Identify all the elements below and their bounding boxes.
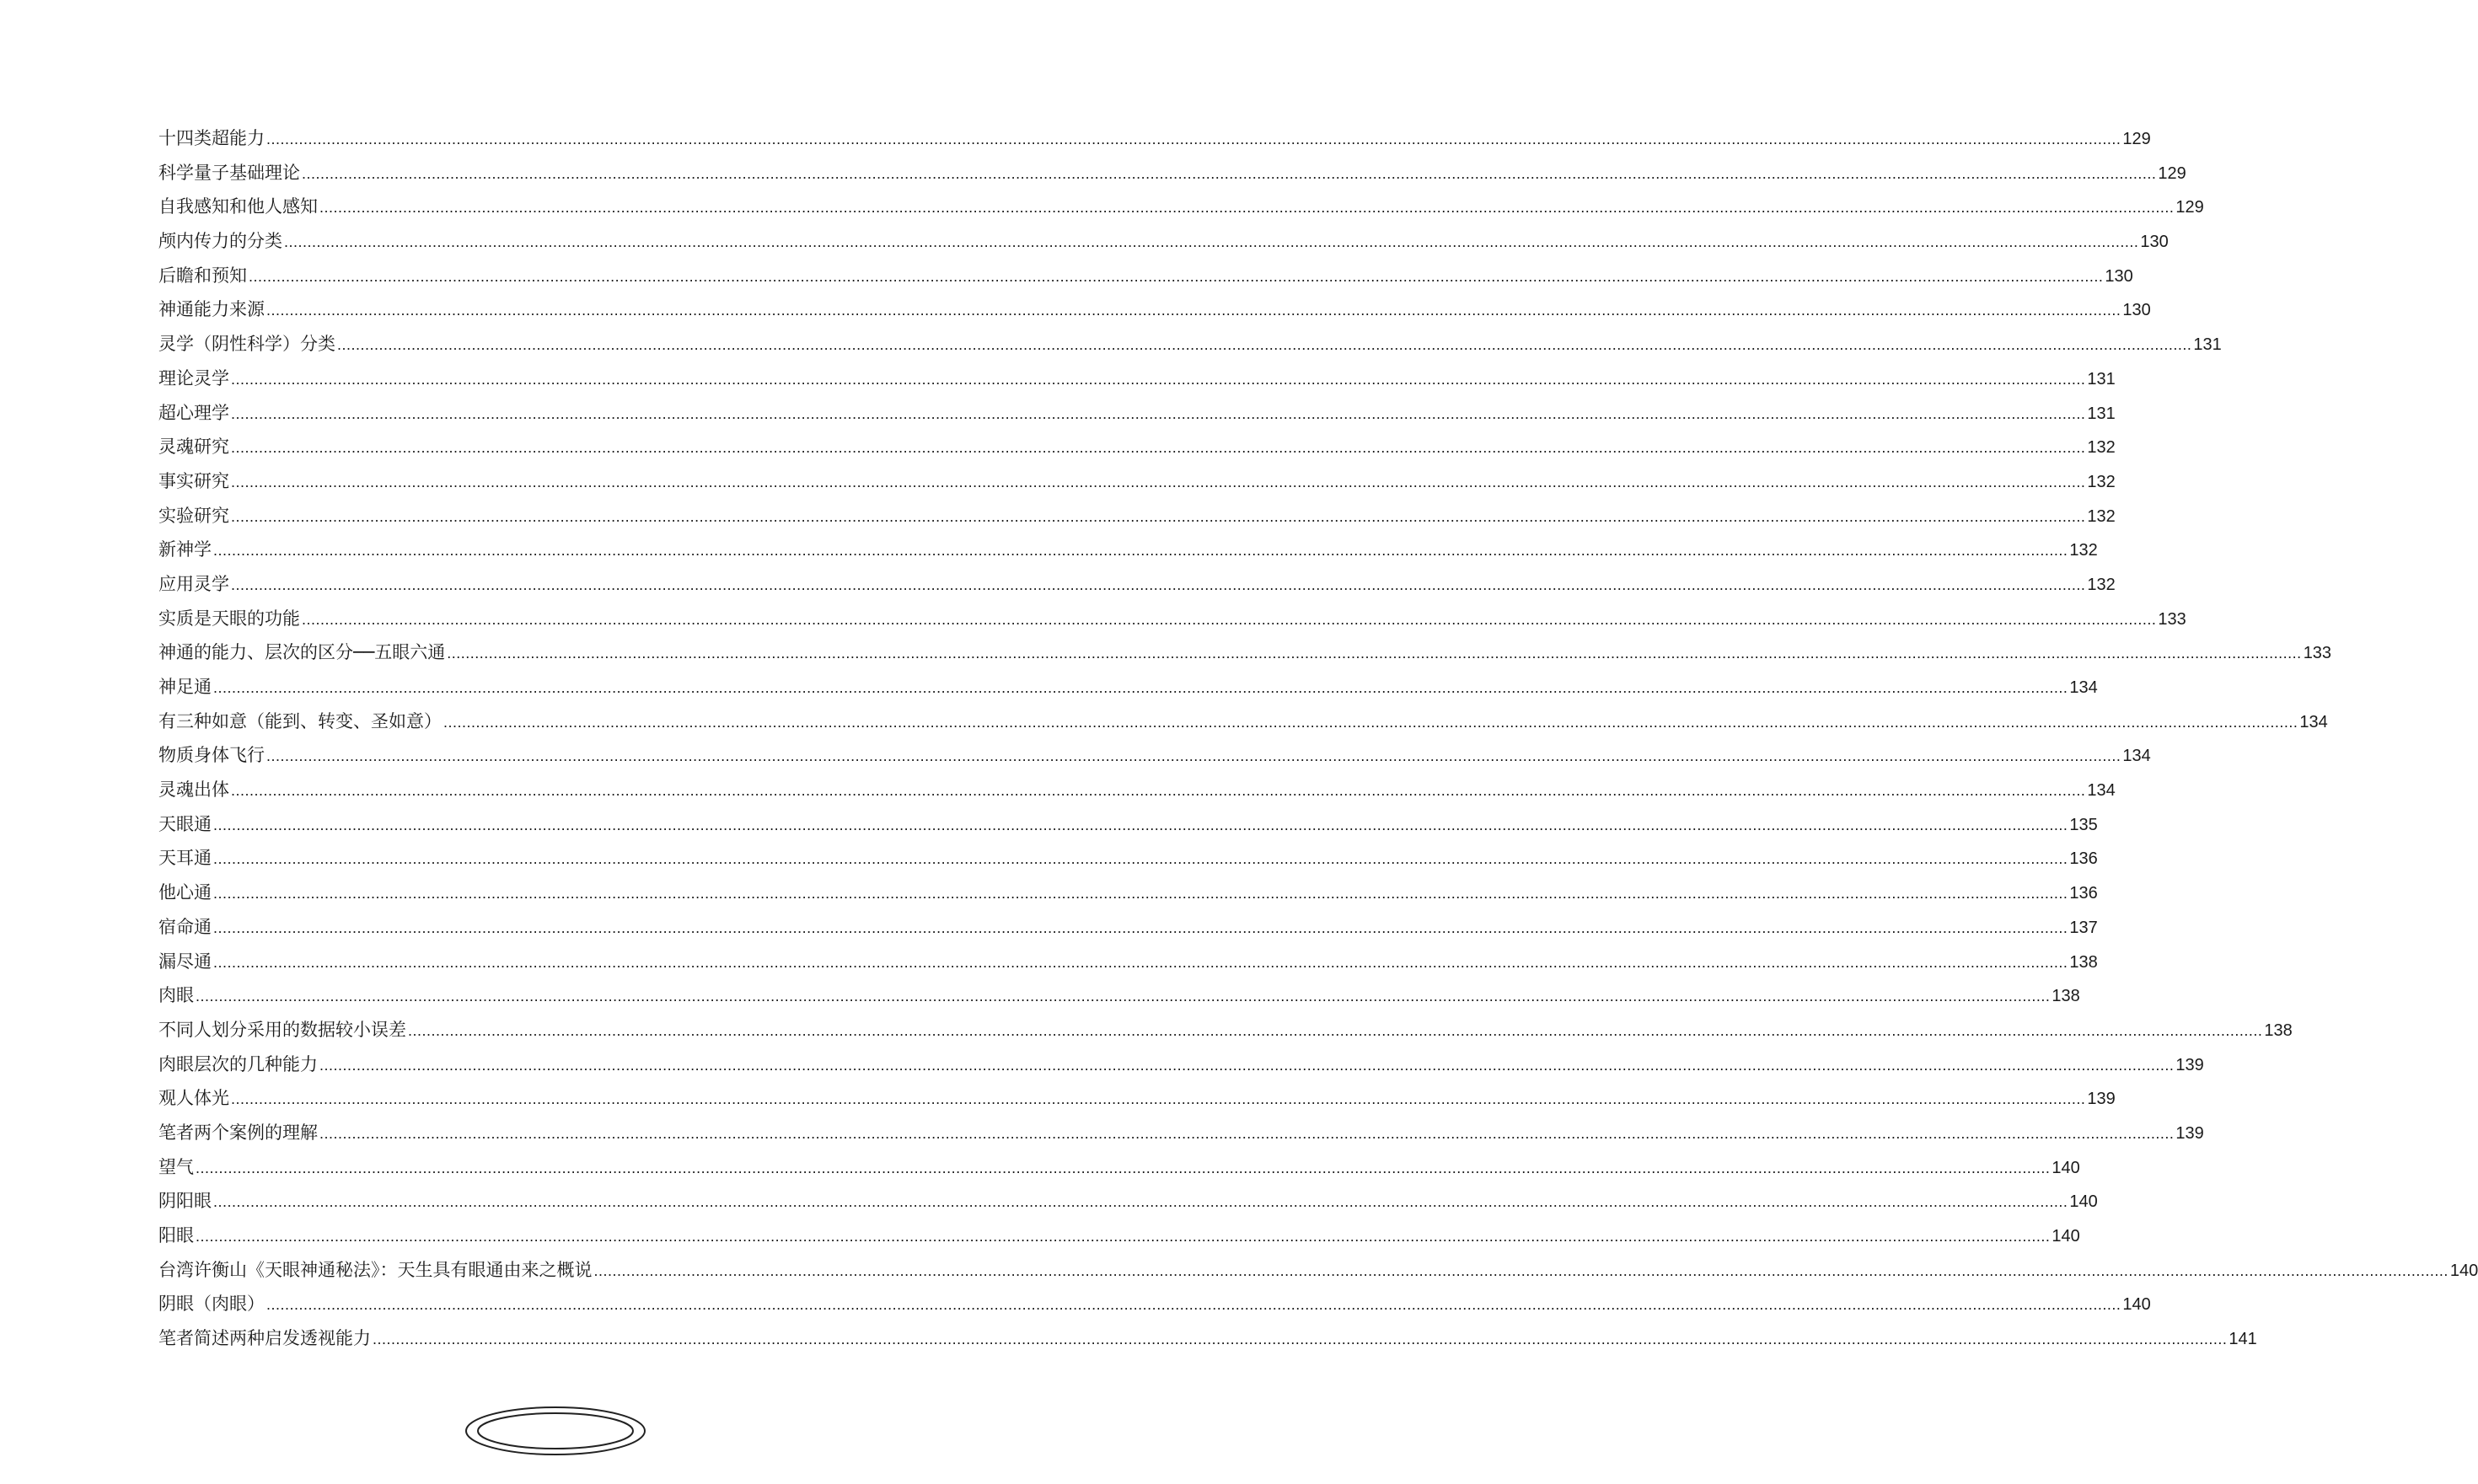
toc-entry-title: 理论灵学 bbox=[158, 367, 229, 388]
toc-leader-dots: ................................................................................................................................................................................................................................................................................................................................................................................................................ bbox=[213, 850, 2068, 868]
toc-leader-dots: ................................................................................................................................................................................................................................................................................................................................................................................................................ bbox=[319, 1124, 2175, 1142]
toc-entry[interactable] bbox=[158, 1253, 2478, 1288]
toc-entry-title: 宿命通 bbox=[158, 916, 212, 937]
toc-entry[interactable] bbox=[158, 396, 2116, 431]
toc-entry-page-number: 140 bbox=[2069, 1192, 2098, 1212]
toc-entry[interactable] bbox=[158, 1013, 2293, 1047]
toc-entry-title: 观人体光 bbox=[158, 1088, 229, 1109]
toc-entry[interactable] bbox=[158, 430, 2116, 464]
toc-entry[interactable] bbox=[158, 1184, 2098, 1219]
toc-entry-title: 实验研究 bbox=[158, 505, 229, 526]
toc-entry-page-number: 129 bbox=[2158, 163, 2186, 183]
toc-entry-page-number: 132 bbox=[2069, 541, 2098, 560]
toc-entry[interactable] bbox=[158, 841, 2098, 876]
toc-entry-page-number: 131 bbox=[2087, 404, 2116, 423]
toc-entry[interactable] bbox=[158, 156, 2186, 190]
toc-leader-dots: ................................................................................................................................................................................................................................................................................................................................................................................................................ bbox=[447, 645, 2302, 662]
toc-entry-page-number: 132 bbox=[2087, 506, 2116, 526]
toc-entry-title: 阳眼 bbox=[158, 1225, 194, 1246]
toc-entry-page-number: 130 bbox=[2140, 233, 2169, 252]
toc-entry-page-number: 140 bbox=[2052, 1158, 2080, 1177]
toc-entry-page-number: 132 bbox=[2087, 472, 2116, 491]
toc-entry[interactable] bbox=[158, 910, 2098, 945]
toc-entry-title: 台湾许衡山《天眼神通秘法》：天生具有眼通由来之概说 bbox=[158, 1259, 593, 1280]
toc-leader-dots: ................................................................................................................................................................................................................................................................................................................................................................................................................ bbox=[284, 233, 2139, 251]
toc-entry[interactable] bbox=[158, 362, 2116, 396]
toc-entry-page-number: 140 bbox=[2449, 1261, 2478, 1280]
toc-entry-page-number: 135 bbox=[2069, 815, 2098, 834]
toc-entry-page-number: 132 bbox=[2087, 575, 2116, 594]
toc-entry-page-number: 130 bbox=[2105, 266, 2133, 286]
toc-entry-page-number: 140 bbox=[2122, 1295, 2151, 1315]
toc-leader-dots: ................................................................................................................................................................................................................................................................................................................................................................................................................ bbox=[213, 885, 2068, 903]
toc-entry-page-number: 134 bbox=[2122, 747, 2151, 766]
toc-entry-title: 天眼通 bbox=[158, 813, 212, 834]
toc-entry[interactable] bbox=[158, 602, 2186, 636]
toc-leader-dots: ................................................................................................................................................................................................................................................................................................................................................................................................................ bbox=[196, 1228, 2051, 1245]
toc-entry-page-number: 132 bbox=[2087, 438, 2116, 458]
toc-entry-page-number: 129 bbox=[2175, 198, 2204, 217]
toc-entry-page-number: 141 bbox=[2229, 1330, 2257, 1349]
toc-entry[interactable] bbox=[158, 1287, 2151, 1321]
toc-entry-title: 十四类超能力 bbox=[158, 128, 265, 148]
toc-entry-title: 有三种如意（能到、转变、圣如意） bbox=[158, 710, 442, 731]
toc-leader-dots: ................................................................................................................................................................................................................................................................................................................................................................................................................ bbox=[593, 1262, 2448, 1279]
toc-entry-page-number: 136 bbox=[2069, 884, 2098, 903]
toc-leader-dots: ................................................................................................................................................................................................................................................................................................................................................................................................................ bbox=[231, 370, 2086, 388]
toc-entry-title: 他心通 bbox=[158, 882, 212, 903]
toc-entry[interactable] bbox=[158, 738, 2151, 773]
toc-leader-dots: ................................................................................................................................................................................................................................................................................................................................................................................................................ bbox=[319, 1056, 2175, 1074]
toc-leader-dots: ................................................................................................................................................................................................................................................................................................................................................................................................................ bbox=[302, 610, 2157, 628]
toc-leader-dots: ................................................................................................................................................................................................................................................................................................................................................................................................................ bbox=[337, 336, 2192, 354]
toc-leader-dots: ................................................................................................................................................................................................................................................................................................................................................................................................................ bbox=[196, 988, 2051, 1005]
toc-leader-dots: ................................................................................................................................................................................................................................................................................................................................................................................................................ bbox=[231, 1090, 2086, 1108]
toc-entry-title: 灵魂研究 bbox=[158, 437, 229, 458]
toc-leader-dots: ................................................................................................................................................................................................................................................................................................................................................................................................................ bbox=[302, 164, 2157, 182]
toc-entry-page-number: 139 bbox=[2175, 1123, 2204, 1143]
toc-entry-page-number: 134 bbox=[2069, 678, 2098, 697]
toc-leader-dots: ................................................................................................................................................................................................................................................................................................................................................................................................................ bbox=[213, 542, 2068, 560]
toc-leader-dots: ................................................................................................................................................................................................................................................................................................................................................................................................................ bbox=[231, 507, 2086, 525]
toc-entry-title: 不同人划分采用的数据较小误差 bbox=[158, 1019, 406, 1040]
toc-entry-page-number: 138 bbox=[2052, 987, 2080, 1006]
toc-entry-page-number: 131 bbox=[2193, 335, 2222, 355]
toc-entry-title: 科学量子基础理论 bbox=[158, 162, 300, 183]
toc-entry-title: 应用灵学 bbox=[158, 573, 229, 594]
toc-leader-dots: ................................................................................................................................................................................................................................................................................................................................................................................................................ bbox=[231, 473, 2086, 490]
toc-entry[interactable] bbox=[158, 567, 2116, 602]
toc-entry-page-number: 131 bbox=[2087, 369, 2116, 388]
toc-entry-page-number: 140 bbox=[2052, 1227, 2080, 1246]
toc-entry[interactable] bbox=[158, 464, 2116, 499]
toc-leader-dots: ................................................................................................................................................................................................................................................................................................................................................................................................................ bbox=[266, 131, 2121, 147]
toc-entry-title: 神通能力来源 bbox=[158, 299, 265, 320]
toc-entry[interactable] bbox=[158, 704, 2328, 739]
toc-entry-title: 事实研究 bbox=[158, 470, 229, 491]
toc-entry[interactable] bbox=[158, 670, 2098, 704]
toc-entry-title: 肉眼层次的几种能力 bbox=[158, 1053, 318, 1074]
toc-leader-dots: ................................................................................................................................................................................................................................................................................................................................................................................................................ bbox=[319, 199, 2175, 217]
toc-entry-title: 神足通 bbox=[158, 677, 212, 697]
toc-leader-dots: ................................................................................................................................................................................................................................................................................................................................................................................................................ bbox=[213, 953, 2068, 971]
toc-entry[interactable] bbox=[158, 1081, 2116, 1116]
table-of-contents bbox=[158, 121, 2478, 1356]
toc-entry-title: 新神学 bbox=[158, 539, 212, 560]
toc-entry[interactable] bbox=[158, 327, 2222, 362]
toc-entry-title: 笔者两个案例的理解 bbox=[158, 1122, 318, 1143]
toc-entry-title: 笔者简述两种启发透视能力 bbox=[158, 1328, 371, 1349]
toc-leader-dots: ................................................................................................................................................................................................................................................................................................................................................................................................................ bbox=[266, 1296, 2121, 1314]
toc-entry[interactable] bbox=[158, 259, 2133, 293]
toc-leader-dots: ................................................................................................................................................................................................................................................................................................................................................................................................................ bbox=[213, 816, 2068, 833]
toc-entry-page-number: 139 bbox=[2175, 1055, 2204, 1074]
toc-entry-title: 灵魂出体 bbox=[158, 780, 229, 801]
toc-entry[interactable] bbox=[158, 773, 2116, 807]
ornament-outer-ellipse bbox=[466, 1407, 645, 1455]
toc-entry-title: 肉眼 bbox=[158, 985, 194, 1006]
toc-leader-dots: ................................................................................................................................................................................................................................................................................................................................................................................................................ bbox=[231, 439, 2086, 457]
toc-leader-dots: ................................................................................................................................................................................................................................................................................................................................................................................................................ bbox=[231, 576, 2086, 593]
toc-entry-page-number: 133 bbox=[2303, 644, 2332, 663]
toc-leader-dots: ................................................................................................................................................................................................................................................................................................................................................................................................................ bbox=[443, 713, 2298, 731]
toc-entry-page-number: 134 bbox=[2299, 712, 2328, 731]
toc-entry[interactable] bbox=[158, 499, 2116, 533]
toc-entry-page-number: 129 bbox=[2122, 130, 2151, 148]
toc-entry-page-number: 130 bbox=[2122, 301, 2151, 320]
toc-leader-dots: ................................................................................................................................................................................................................................................................................................................................................................................................................ bbox=[373, 1331, 2228, 1348]
toc-leader-dots: ................................................................................................................................................................................................................................................................................................................................................................................................................ bbox=[408, 1021, 2263, 1039]
toc-entry-title: 实质是天眼的功能 bbox=[158, 608, 300, 629]
toc-entry[interactable] bbox=[158, 292, 2151, 327]
toc-entry-page-number: 138 bbox=[2264, 1021, 2293, 1040]
toc-entry[interactable] bbox=[158, 1150, 2080, 1185]
toc-entry-title: 阴阳眼 bbox=[158, 1191, 212, 1212]
toc-entry-page-number: 138 bbox=[2069, 952, 2098, 972]
toc-entry-page-number: 134 bbox=[2087, 781, 2116, 801]
toc-leader-dots: ................................................................................................................................................................................................................................................................................................................................................................................................................ bbox=[231, 404, 2086, 422]
ornament-inner-ellipse bbox=[478, 1413, 633, 1449]
toc-leader-dots: ................................................................................................................................................................................................................................................................................................................................................................................................................ bbox=[213, 919, 2068, 936]
toc-leader-dots: ................................................................................................................................................................................................................................................................................................................................................................................................................ bbox=[266, 302, 2121, 319]
toc-leader-dots: ................................................................................................................................................................................................................................................................................................................................................................................................................ bbox=[266, 747, 2121, 765]
toc-entry[interactable] bbox=[158, 1116, 2204, 1150]
toc-entry-title: 漏尽通 bbox=[158, 951, 212, 972]
toc-entry[interactable] bbox=[158, 121, 2151, 156]
toc-entry[interactable] bbox=[158, 945, 2098, 979]
toc-leader-dots: ................................................................................................................................................................................................................................................................................................................................................................................................................ bbox=[249, 267, 2104, 285]
toc-entry[interactable] bbox=[158, 1219, 2080, 1253]
toc-entry-title: 天耳通 bbox=[158, 848, 212, 869]
toc-entry-title: 颅内传力的分类 bbox=[158, 231, 282, 252]
toc-entry-page-number: 133 bbox=[2158, 609, 2186, 629]
toc-entry-page-number: 137 bbox=[2069, 918, 2098, 937]
toc-entry[interactable] bbox=[158, 533, 2098, 567]
toc-leader-dots: ................................................................................................................................................................................................................................................................................................................................................................................................................ bbox=[231, 782, 2086, 800]
toc-entry[interactable] bbox=[158, 1321, 2257, 1356]
toc-leader-dots: ................................................................................................................................................................................................................................................................................................................................................................................................................ bbox=[213, 1193, 2068, 1211]
page-number-ornament bbox=[464, 1406, 646, 1456]
toc-entry[interactable] bbox=[158, 635, 2332, 670]
toc-entry[interactable] bbox=[158, 224, 2169, 259]
toc-entry-title: 后瞻和预知 bbox=[158, 265, 247, 286]
toc-leader-dots: ................................................................................................................................................................................................................................................................................................................................................................................................................ bbox=[213, 679, 2068, 696]
toc-entry[interactable] bbox=[158, 807, 2098, 842]
toc-entry[interactable] bbox=[158, 190, 2204, 224]
toc-entry[interactable] bbox=[158, 876, 2098, 910]
toc-entry[interactable] bbox=[158, 1047, 2204, 1082]
toc-entry-title: 望气 bbox=[158, 1156, 194, 1177]
toc-entry-title: 物质身体飞行 bbox=[158, 745, 265, 766]
toc-entry-title: 自我感知和他人感知 bbox=[158, 196, 318, 217]
toc-entry[interactable] bbox=[158, 978, 2080, 1013]
toc-entry-title: 神通的能力、层次的区分──五眼六通 bbox=[158, 642, 446, 663]
toc-entry-title: 阴眼（肉眼） bbox=[158, 1294, 265, 1315]
toc-entry-title: 灵学（阴性科学）分类 bbox=[158, 334, 335, 355]
toc-entry-page-number: 136 bbox=[2069, 849, 2098, 869]
toc-entry-title: 超心理学 bbox=[158, 402, 229, 423]
toc-leader-dots: ................................................................................................................................................................................................................................................................................................................................................................................................................ bbox=[196, 1159, 2051, 1176]
toc-entry-page-number: 139 bbox=[2087, 1090, 2116, 1109]
